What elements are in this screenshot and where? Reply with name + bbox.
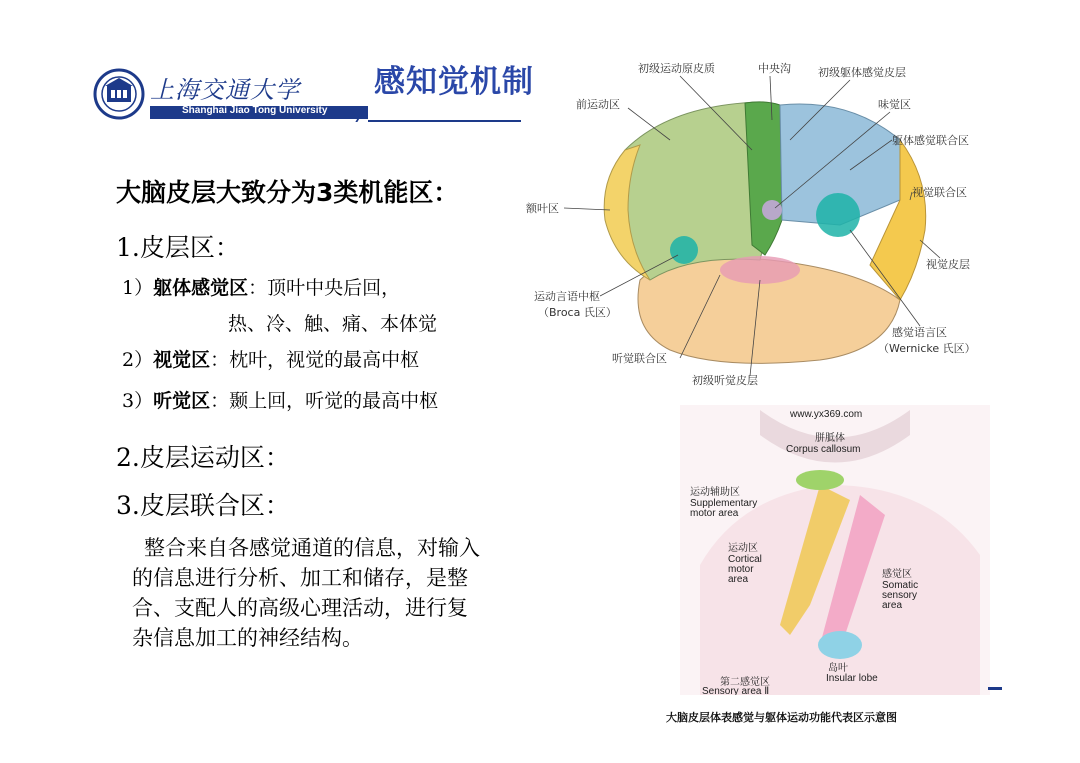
association-area-paragraph [132,533,559,653]
label-somatic-en2: sensory [882,590,918,601]
label-cortical-en2: motor [728,564,754,575]
label-broca: 运动言语中枢 [534,290,600,303]
item-1-label: 躯体感觉区 [153,277,249,299]
item-visual [122,345,419,372]
label-frontal: 额叶区 [526,202,559,215]
label-primary-somato: 初级躯体感觉皮层 [818,66,906,79]
label-cortical-en1: Cortical [728,554,762,565]
label-cortical-en3: area [728,574,749,585]
slide-title: 感知觉机制 [374,64,534,100]
label-primary-auditory: 初级听觉皮层 [692,374,758,387]
label-visual-cortex: 视觉皮层 [926,258,970,271]
insula-shape [818,631,862,659]
label-insula-cn: 岛叶 [828,663,848,674]
corner-tick-mark [988,687,1002,690]
label-somato-assoc: 躯体感觉联合区 [892,134,969,147]
item-1-prefix: 1） [122,277,154,299]
item-1-continuation: 热、冷、触、痛、本体觉 [228,313,438,335]
label-premotor: 前运动区 [576,98,620,111]
label-auditory-assoc: 听觉联合区 [612,352,667,365]
item-3-text: ：颞上回，听觉的最高中枢 [210,390,439,412]
label-somatic-en3: area [882,600,903,611]
label-broca-2: （Broca 氏区） [538,306,617,319]
label-visual-assoc: 视觉联合区 [912,186,967,199]
para-line-4: 杂信息加工的神经结构。 [132,626,363,650]
section-1-title: 1.皮层区： [116,233,240,262]
label-somatic-cn: 感觉区 [882,569,912,580]
auditory-cortex-spot [720,256,800,284]
label-cortical-cn: 运动区 [728,543,758,554]
para-line-1: 整合来自各感觉通道的信息，对输入 [144,536,480,560]
para-line-3: 合、支配人的高级心理活动，进行复 [132,596,468,620]
broca-area-spot [670,236,698,264]
label-primary-motor: 初级运动原皮质 [638,62,715,75]
label-somatic-en1: Somatic [882,580,919,591]
item-somatosensory [122,273,400,300]
item-2-text: ：枕叶，视觉的最高中枢 [210,349,420,371]
main-heading: 大脑皮层大致分为3类机能区： [116,178,459,207]
watermark: www.yx369.com [790,409,863,420]
label-corpus-en: Corpus callosum [786,444,861,455]
label-insula-en: Insular lobe [826,673,878,684]
label-sma-cn: 运动辅助区 [690,487,740,498]
item-2-prefix: 2） [122,349,154,371]
para-line-2: 的信息进行分析、加工和储存，是整 [132,566,468,590]
label-s2-cn: 第二感觉区 [720,677,770,688]
sma-homunculus [796,470,844,490]
logo-english-name: Shanghai Jiao Tong University [182,105,328,116]
item-auditory [122,386,438,413]
label-sma-en2: motor area [690,508,739,519]
logo-chinese-name: 上海交通大学 [150,76,300,104]
homunculus-diagram [680,405,990,695]
header-underline [368,120,521,122]
label-sensory-speech: 感觉语言区 [892,326,947,339]
brain-lateral-diagram [520,50,990,400]
taste-area-spot [762,200,782,220]
item-2-label: 视觉区 [153,349,211,371]
university-seal-logo [93,68,145,120]
item-1-text: ：顶叶中央后回， [248,277,401,299]
label-central-sulcus: 中央沟 [758,62,791,75]
item-3-label: 听觉区 [153,390,211,412]
section-3-title: 3.皮层联合区： [116,491,290,520]
section-2-title: 2.皮层运动区： [116,443,290,472]
label-wernicke: （Wernicke 氏区） [878,342,976,355]
label-sma-en1: Supplementary [690,498,758,509]
label-s2-en: Sensory area Ⅱ [702,686,770,695]
label-taste: 味觉区 [878,98,911,111]
label-corpus-cn: 胼胝体 [815,433,845,444]
figure-caption: 大脑皮层体表感觉与躯体运动功能代表区示意图 [666,711,897,724]
wernicke-area-spot [816,193,860,237]
item-3-prefix: 3） [122,390,154,412]
